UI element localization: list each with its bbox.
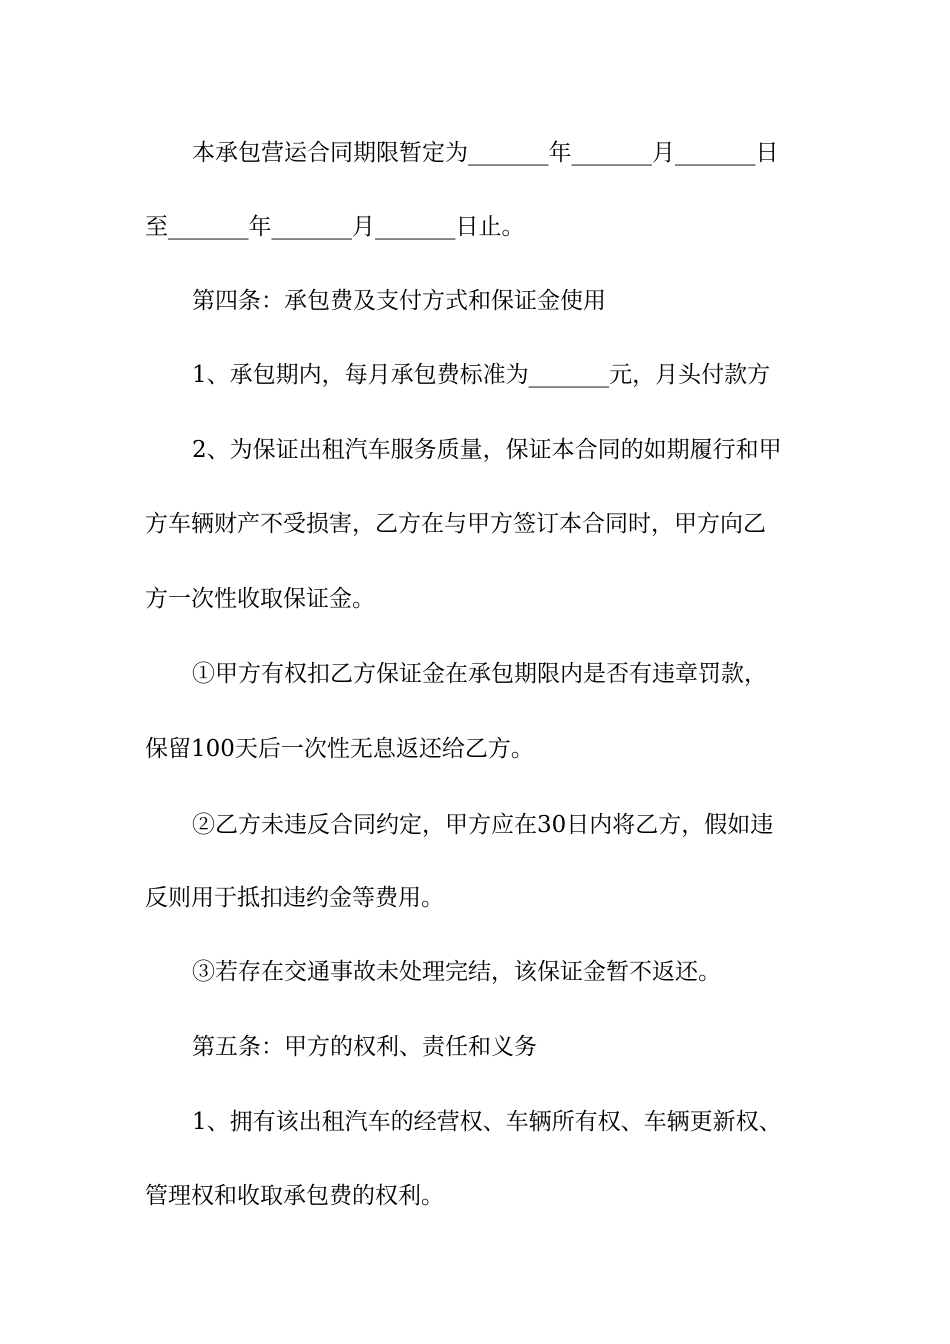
deposit-item-3: ③若存在交通事故未处理完结，该保证金暂不返还。 — [192, 959, 721, 985]
clause-4-2-line-3: 方一次性收取保证金。 — [145, 586, 375, 612]
deposit-item-1-line-1: ①甲方有权扣乙方保证金在承包期限内是否有违章罚款， — [192, 661, 767, 687]
clause-4-1: 1、承包期内，每月承包费标准为_______元，月头付款方 — [192, 362, 771, 388]
term-period-line-1: 本承包营运合同期限暂定为_______年_______月_______日 — [192, 140, 779, 166]
article-4-heading: 第四条：承包费及支付方式和保证金使用 — [192, 288, 606, 314]
deposit-item-2-line-1: ②乙方未违反合同约定，甲方应在30日内将乙方，假如违 — [192, 812, 774, 838]
deposit-item-2-line-2: 反则用于抵扣违约金等费用。 — [145, 885, 444, 911]
article-5-heading: 第五条：甲方的权利、责任和义务 — [192, 1034, 537, 1060]
clause-5-1-line-2: 管理权和收取承包费的权利。 — [145, 1183, 444, 1209]
term-period-line-2: 至_______年_______月_______日止。 — [145, 214, 525, 240]
clause-4-2-line-2: 方车辆财产不受损害，乙方在与甲方签订本合同时，甲方向乙 — [145, 511, 766, 537]
clause-4-2-line-1: 2、为保证出租汽车服务质量，保证本合同的如期履行和甲 — [192, 437, 782, 463]
clause-5-1-line-1: 1、拥有该出租汽车的经营权、车辆所有权、车辆更新权、 — [192, 1109, 782, 1135]
deposit-item-1-line-2: 保留100天后一次性无息返还给乙方。 — [145, 736, 534, 762]
